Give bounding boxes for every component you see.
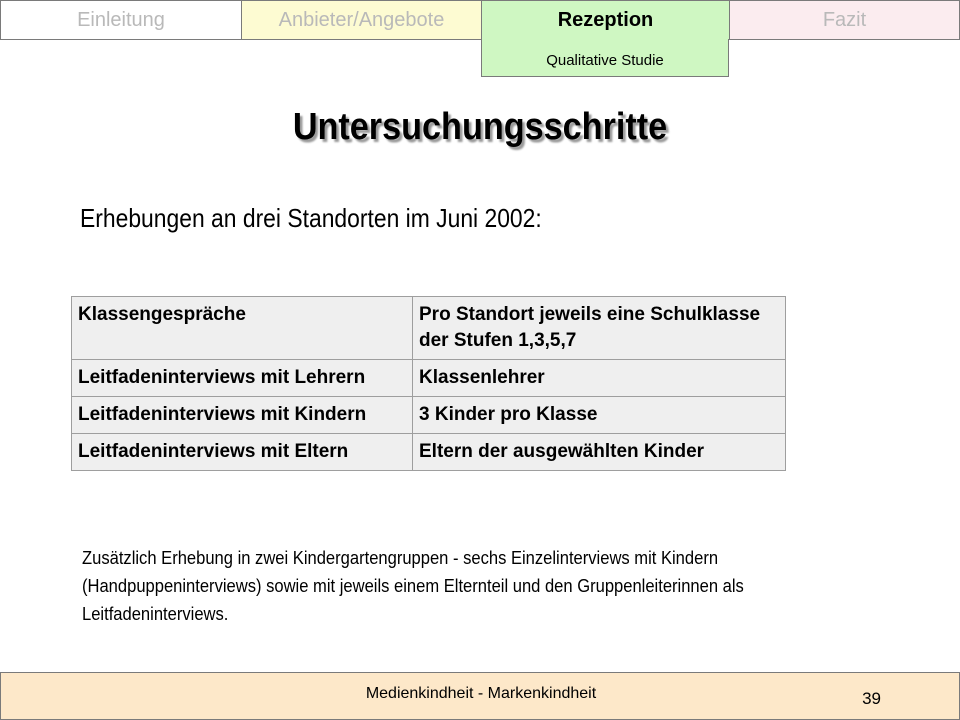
table-row [72, 360, 786, 397]
tab-einleitung[interactable]: Einleitung [1, 1, 242, 39]
footer-title: Medienkindheit - Markenkindheit [365, 685, 597, 702]
slide-title: Untersuchungsschritte [292, 106, 668, 148]
table-row [72, 397, 786, 434]
table-row [72, 297, 786, 360]
steps-table [71, 296, 786, 471]
table-cell-step: Leitfadeninterviews mit Eltern [72, 434, 413, 471]
table-cell-detail: Pro Standort jeweils eine Schulklasse der Stufen 1,3,5,7 [413, 297, 786, 360]
additional-note: Zusätzlich Erhebung in zwei Kindergartengruppen - sechs Einzelinterviews mit Kindern (Handpuppeninterviews) sowie mit jeweils einem Elternteil und den Gruppenleiterinnen als Leitfadeninterviews. [82, 548, 744, 624]
tab-anbieter-angebote[interactable]: Anbieter/Angebote [242, 1, 482, 39]
table-cell-step: Klassengespräche [72, 297, 413, 360]
tab-rezeption[interactable]: Rezeption [482, 1, 730, 39]
subtab-qualitative-studie[interactable]: Qualitative Studie [481, 39, 729, 77]
table-cell-step: Leitfadeninterviews mit Kindern [72, 397, 413, 434]
table-cell-detail: 3 Kinder pro Klasse [413, 397, 786, 434]
tab-fazit[interactable]: Fazit [730, 1, 959, 39]
page-number: 39 [862, 689, 881, 708]
slide-subtitle: Erhebungen an drei Standorten im Juni 2002: [80, 203, 542, 233]
table-cell-detail: Klassenlehrer [413, 360, 786, 397]
table-cell-detail: Eltern der ausgewählten Kinder [413, 434, 786, 471]
section-tab-bar [0, 0, 960, 40]
footer-bar [0, 672, 960, 720]
table-row [72, 434, 786, 471]
table-cell-step: Leitfadeninterviews mit Lehrern [72, 360, 413, 397]
